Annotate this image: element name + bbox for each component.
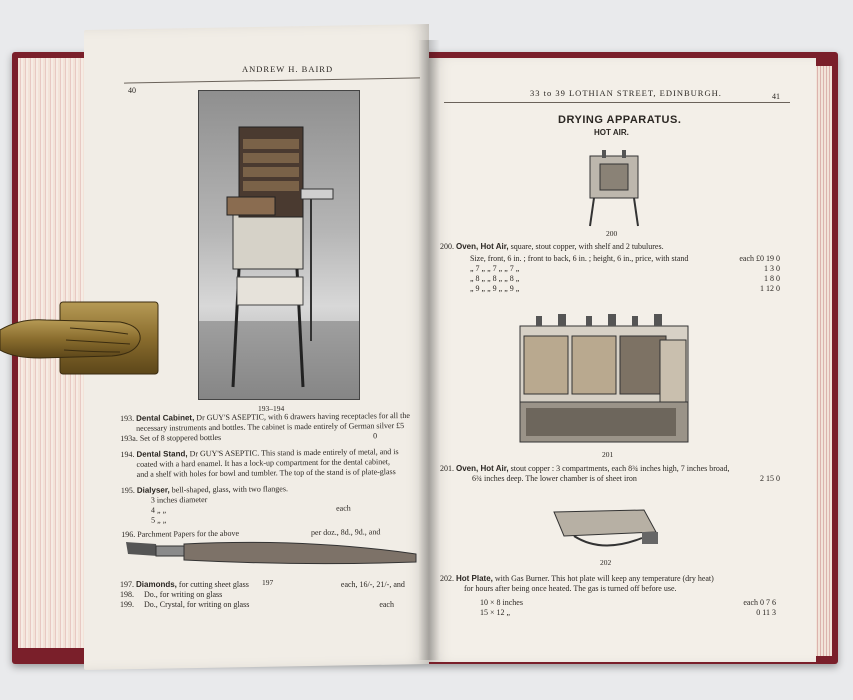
figure-caption-197: 197: [262, 578, 274, 587]
page-number-left: 40: [128, 86, 136, 95]
dental-cabinet-illustration: [199, 91, 359, 399]
page-number-right: 41: [772, 92, 780, 101]
brass-hand-page-holder: [0, 300, 160, 376]
left-page-header: ANDREW H. BAIRD: [242, 64, 334, 74]
left-page-text: [120, 411, 411, 540]
item-195: 195. Dialyser, bell-shaped, glass, with two flanges.: [120, 484, 288, 495]
item-193: 193. Dental Cabinet, Dr GUY'S ASEPTIC, with 6 drawers having receptacles for all the: [120, 410, 410, 423]
oven-200-illustration: [584, 150, 644, 228]
diamond-cutter-illustration: [124, 536, 420, 576]
figure-caption-200: 200: [606, 229, 618, 238]
item-193a: 193a. Set of 8 stoppered bottles 0: [120, 431, 378, 443]
hot-plate-202-illustration: [546, 506, 662, 556]
item-202-rows: 10 × 8 inches each 0 7 6 15 × 12 „ 0 11 3: [480, 598, 776, 617]
figure-caption-201: 201: [602, 450, 614, 459]
book-gutter: [418, 40, 440, 660]
item-195-size5: 5 „ „: [151, 515, 167, 525]
item-199: 199. Do., Crystal, for writing on glass each: [120, 600, 394, 609]
item-193-desc: necessary instruments and bottles. The cabinet is made entirely of German silver £5: [136, 421, 405, 433]
section-subtitle: HOT AIR.: [594, 128, 629, 137]
item-198: 198. Do., for writing on glass: [120, 590, 223, 599]
item-195-size4: 4 „ „ each: [150, 503, 351, 515]
figure-caption-202: 202: [600, 558, 612, 567]
item-194-desc2: coated with a hard enamel. It has a lock-up compartment for the dental cabinet,: [136, 457, 391, 469]
section-title: DRYING APPARATUS.: [558, 114, 682, 126]
dental-cabinet-photo: [198, 90, 360, 400]
left-page-text-bottom: [120, 580, 405, 610]
item-200: 200. Oven, Hot Air, square, stout copper, with shelf and 2 tubulures.: [440, 242, 664, 251]
item-194: 194. Dental Stand, Dr GUY'S ASEPTIC. This stand is made entirely of metal, and is: [120, 447, 399, 459]
oven-201-illustration: [514, 312, 694, 446]
figure-caption-193-194: 193–194: [258, 404, 285, 413]
item-201: 201. Oven, Hot Air, stout copper : 3 compartments, each 8¾ inches high, 7 inches broad, 6¾ inches deep. The lower chamber is of sheet iron 2 15 0: [440, 464, 780, 483]
item-195-size3: 3 inches diameter: [150, 495, 208, 505]
item-194-desc3: and a shelf with holes for bowl and tumbler. The top of the stand is of plate-glass: [136, 467, 396, 479]
item-202: 202. Hot Plate, with Gas Burner. This hot plate will keep any temperature (dry heat) for hours after being once heated. The gas is turned off before use.: [440, 574, 714, 593]
item-200-rows: Size, front, 6 in. ; front to back, 6 in. ; height, 6 in., price, with stand each £0 19 0 „ 7 „ „ 7 „ „ 7 „ 1 3 0 „ 8 „ „ 8 „ „ 8 „ 1 8 0 „ 9 „ „ 9 „ „ 9 „ 1 12 0: [470, 254, 780, 293]
right-page-header: 33 to 39 LOTHIAN STREET, EDINBURGH.: [530, 88, 722, 98]
item-197: 197. Diamonds, for cutting sheet glass each, 16/-, 21/-, and: [120, 580, 405, 589]
item-196: 196. Parchment Papers for the above per doz., 8d., 9d., and: [121, 527, 381, 539]
header-rule-right: [444, 102, 790, 103]
